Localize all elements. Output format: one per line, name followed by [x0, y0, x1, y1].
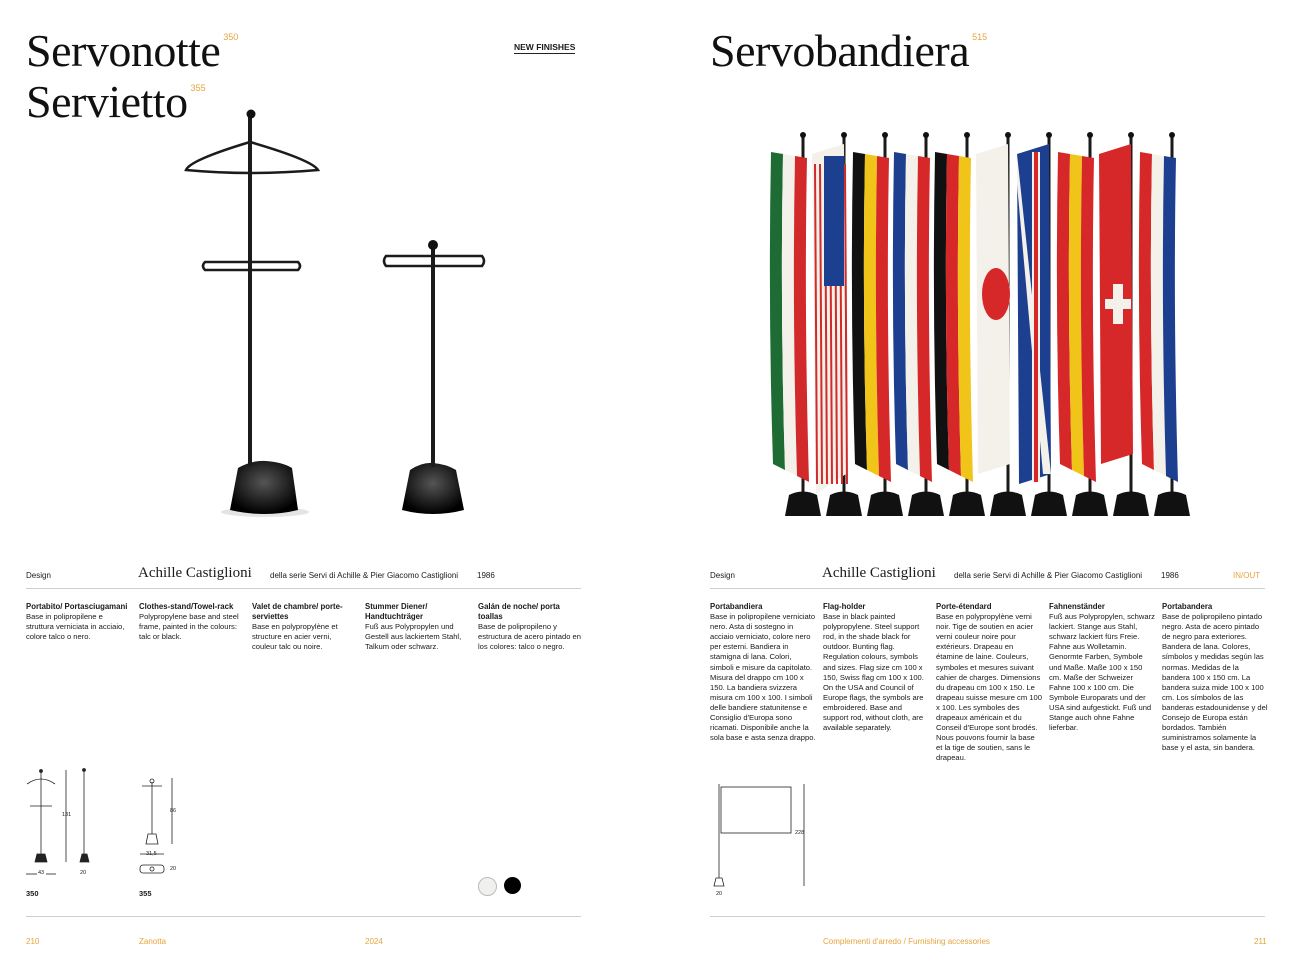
drawing-code-355: 355: [139, 889, 152, 898]
dim-height-355: 86: [170, 808, 177, 814]
dim-depth-355: 20: [170, 866, 177, 872]
finish-swatch-talc[interactable]: [478, 877, 497, 896]
lang-column-en: Clothes-stand/Towel-rack Polypropylene base and steel frame, painted in the colours: talc or black.: [139, 602, 239, 642]
product-code: 355: [190, 83, 206, 93]
page-number: 211: [1254, 937, 1267, 946]
dim-width-355: 31,5: [146, 851, 157, 857]
designer-name: Achille Castiglioni: [822, 565, 936, 581]
flags-photo: [765, 128, 1205, 523]
footer-year: 2024: [365, 937, 383, 946]
series-text: della serie Servi di Achille & Pier Giacomo Castiglioni: [954, 571, 1143, 580]
divider: [26, 588, 581, 589]
lang-column-it: Portabandiera Base in polipropilene verniciato nero. Asta di sostegno in acciaio verniciato, colore nero per esterni. Bandiera in stamigna di lana. Colori, simboli e misure da capitolato. Misura del drappo cm 100 x 150. La bandiera svizzera misura cm 100 x 100. I simboli delle bandiere statunitense e Consiglio d'Europa sono ricamati. Disponibile anche la sola base e asta senza drappo.: [710, 602, 816, 743]
year: 1986: [1161, 571, 1179, 580]
dim-height: 228: [795, 830, 805, 836]
drawing-code-350: 350: [26, 889, 39, 898]
title-servietto: Servietto $^{355}$: [26, 76, 206, 127]
lang-column-es: Portabandera Base de polipropileno pintado negro. Asta de acero pintado de negro para exteriores. Bandera de lana. Colores, símbolos y medidas según las normas. Medidas de la bandera 100 x 150 cm. La bandera suiza mide 100 x 100 cm. Los símbolos de las banderas estadounidense y del Consejo de Europa están bordados. También suministramos solamente la base y el asta, sin bandera.: [1162, 602, 1268, 753]
product-code: 350: [223, 32, 239, 42]
lang-column-de: Stummer Diener/ Handtuchträger Fuß aus Polypropylen und Gestell aus lackiertem Stahl, Talkum oder schwarz.: [365, 602, 462, 652]
valet-stands-photo: [170, 100, 510, 530]
new-finishes-link[interactable]: NEW FINISHES: [514, 42, 576, 52]
year: 1986: [477, 571, 495, 580]
footer-divider: [710, 916, 1265, 917]
footer-section: Complementi d'arredo / Furnishing accessories: [823, 937, 990, 946]
lang-column-es: Galán de noche/ porta toallas Base de polipropileno y estructura de acero pintado en los colores: talco o negro.: [478, 602, 582, 652]
product-code: 515: [972, 32, 988, 42]
page-number: 210: [26, 937, 40, 946]
design-label: Design: [710, 571, 735, 580]
footer-brand: Zanotta: [139, 937, 167, 946]
divider: [710, 588, 1265, 589]
lang-column-it: Portabito/ Portasciugamani Base in polipropilene e struttura verniciata in acciaio, colore talco o nero.: [26, 602, 128, 642]
lang-column-fr: Porte-étendard Base en polypropylène verni noir. Tige de soutien en acier verni couleur noire pour extérieurs. Drapeau en étamine de laine. Couleurs, symboles et mesures suivant cahier de charges. Dimensions du drapeau cm 100 x 150. Le drapeau suisse mesure cm 100 x 100. Les symboles des drapeaux américain et du Conseil d'Europe sont brodés. Nous pouvons fournir la base et la tige de soutien, sans le drapeau.: [936, 602, 1042, 763]
finish-swatch-black[interactable]: [504, 877, 521, 894]
dim-width-350: 43: [38, 870, 45, 876]
dim-depth-350: 20: [80, 870, 87, 876]
lang-column-fr: Valet de chambre/ porte-serviettes Base en polypropylène et structure en acier verni, couleur talc ou noire.: [252, 602, 343, 652]
dim-width: 20: [716, 891, 723, 897]
series-text: della serie Servi di Achille & Pier Giacomo Castiglioni: [270, 571, 459, 580]
title-servobandiera: Servobandiera $^{515}$: [710, 25, 988, 76]
lang-column-en: Flag-holder Base in black painted polypropylene. Steel support rod, in the shade black for outdoor. Bunting flag. Regulation colours, symbols and sizes. Flag size cm 100 x 150, Swiss flag cm 100 x 100. On the USA and Council of Europe flags, the symbols are embroidered. Base and support rod, without cloth, are available separately.: [823, 602, 924, 733]
designer-name: Achille Castiglioni: [138, 565, 252, 581]
inout-badge: IN/OUT: [1233, 571, 1261, 580]
dim-height-350: 131: [62, 812, 72, 818]
footer-divider: [26, 916, 581, 917]
lang-column-de: Fahnenständer Fuß aus Polypropylen, schwarz lackiert. Stange aus Stahl, schwarz lackiert fürs Freie. Fahne aus Wolletamin. Genormte Farben, Symbole und Maße. Maße 100 x 150 cm. Maße der Schweizer Fahne 100 x 100 cm. Die Symbole Europarats und der USA sind aufgestickt. Fuß und Stange auch ohne Fahne lieferbar.: [1049, 602, 1155, 733]
design-label: Design: [26, 571, 51, 580]
title-servonotte: Servonotte $^{350}$: [26, 25, 239, 76]
